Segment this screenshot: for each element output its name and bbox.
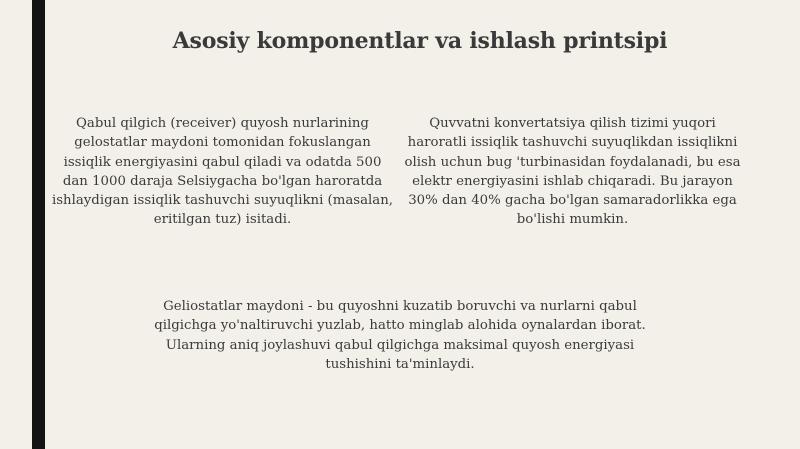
paragraph-conversion: Quvvatni konvertatsiya qilish tizimi yuqori haroratli issiqlik tashuvchi suyuqlikdan issiqlikni olish uchun bug 'turbinasidan foydalanadi, bu esa elektr energiyasini ishlab chiqaradi. Bu jarayon 30% dan 40% gacha bo'lgan samaradorlikka ega bo'lishi mumkin. <box>404 116 741 228</box>
slide-title: Asosiy komponentlar va ishlash printsipi <box>172 28 668 54</box>
paragraph-receiver: Qabul qilgich (receiver) quyosh nurlarining gelostatlar maydoni tomonidan fokuslangan issiqlik energiyasini qabul qiladi va odatda 500 dan 1000 daraja Selsiygacha bo'lgan haroratda ishlaydigan issiqlik tashuvchi suyuqlikni (masalan, eritilgan tuz) isitadi. <box>51 116 394 228</box>
accent-bar <box>32 0 45 449</box>
paragraph-heliostats: Geliostatlar maydoni - bu quyoshni kuzatib boruvchi va nurlarni qabul qilgichga yo'naltiruvchi yuzlab, hatto minglab alohida oynalardan iborat. Ularning aniq joylashuvi qabul qilgichga maksimal quyosh energiyasi tushishini ta'minlaydi. <box>154 299 646 372</box>
